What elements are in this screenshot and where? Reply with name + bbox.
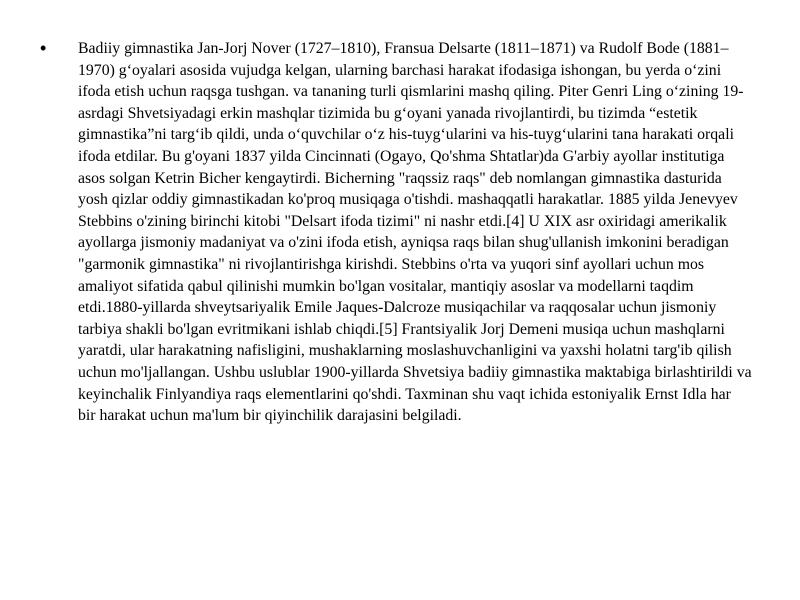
body-paragraph: Badiiy gimnastika Jan-Jorj Nover (1727–1810), Fransua Delsarte (1811–1871) va Rudolf Bode (1881–1970) g‘oyalari asosida vujudga kelgan, ularning barchasi harakat ifodasiga ishongan, bu yerda o‘zini ifoda etish uchun raqsga tushgan. va tananing turli qismlarini mashq qiling. Piter Genri Ling o‘zining 19-asrdagi Shvetsiyadagi erkin mashqlar tizimida bu g‘oyani yanada rivojlantirdi, bu tizimda “estetik gimnastika”ni targ‘ib qildi, unda o‘quvchilar o‘z his-tuyg‘ularini va his-tuyg‘ularini tana harakati orqali ifoda etdilar. Bu g'oyani 1837 yilda Cincinnati (Ogayo, Qo'shma Shtatlar)da G'arbiy ayollar institutiga asos solgan Ketrin Bicher kengaytirdi. Bicherning "raqssiz raqs" deb nomlangan gimnastika dasturida yosh qizlar oddiy gimnastikadan ko'proq musiqaga o'tishdi. mashaqqatli harakatlar. 1885 yilda Jenevyev Stebbins o'zining birinchi kitobi "Delsart ifoda tizimi" ni nashr etdi.[4] U XIX asr oxiridagi amerikalik ayollarga jismoniy madaniyat va o'zini ifoda etish, ayniqsa raqs bilan shug'ullanish imkonini beradigan "garmonik gimnastika" ni rivojlantirishga kirishdi. Stebbins o'rta va yuqori sinf ayollari uchun mos amaliyot sifatida qabul qilinishi mumkin bo'lgan vositalar, mantiqiy asoslar va modellarni taqdim etdi.1880-yillarda shveytsariyalik Emile Jaques-Dalcroze musiqachilar va raqqosalar uchun jismoniy tarbiya shakli bo'lgan evritmikani ishlab chiqdi.[5] Frantsiyalik Jorj Demeni musiqa uchun mashqlarni yaratdi, ular harakatning nafisligini, mushaklarning moslashuvchanligini va yaxshi holatni targ'ib qilish uchun mo'ljallangan. Ushbu uslublar 1900-yillarda Shvetsiya badiiy gimnastika maktabiga birlashtirildi va keyinchalik Finlyandiya raqs elementlarini qo'shdi. Taxminan shu vaqt ichida estoniyalik Ernst Idla har bir harakat uchun ma'lum bir qiyinchilik darajasini belgiladi. bbox=[78, 40, 752, 425]
bullet-list bbox=[40, 38, 752, 427]
bullet-icon: • bbox=[40, 38, 47, 58]
bullet-item bbox=[40, 38, 752, 427]
